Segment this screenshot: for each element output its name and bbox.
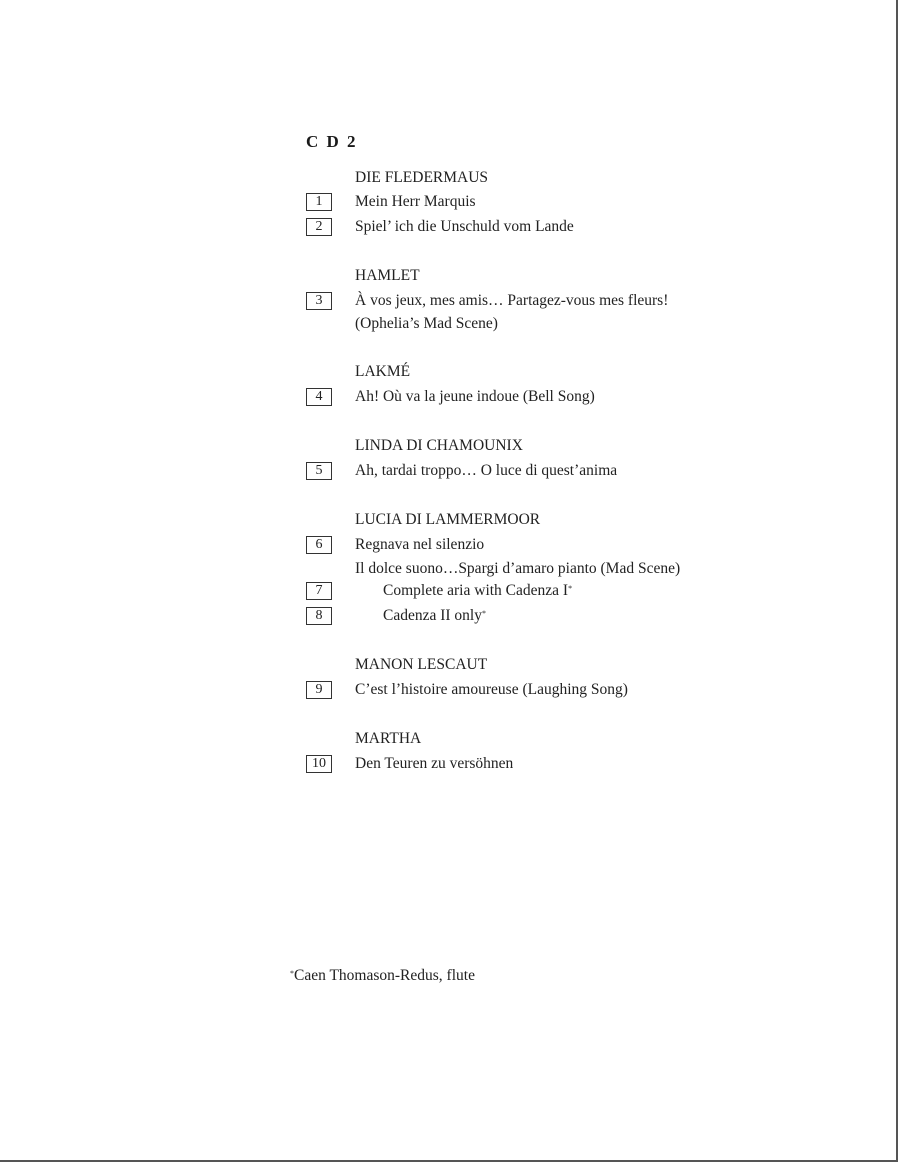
opera-title-text: DIE FLEDERMAUS xyxy=(355,169,489,186)
track-number: 9 xyxy=(306,681,332,699)
opera-title xyxy=(0,362,900,384)
track-row xyxy=(0,291,900,313)
opera-title-text: MANON LESCAUT xyxy=(355,656,488,673)
track-title: C’est l’histoire amoureuse (Laughing Song) xyxy=(355,681,628,698)
track-row xyxy=(0,217,900,239)
track-row xyxy=(0,606,900,628)
track-row xyxy=(0,754,900,776)
opera-title-text: MARTHA xyxy=(355,730,422,747)
track-title: Cadenza II only xyxy=(383,607,482,624)
footnote-marker: * xyxy=(482,609,486,618)
opera-title xyxy=(0,266,900,288)
track-number: 4 xyxy=(306,388,332,406)
track-title: À vos jeux, mes amis… Partagez-vous mes fleurs! xyxy=(355,292,669,309)
track-row xyxy=(0,535,900,557)
track-row xyxy=(0,461,900,483)
track-number: 6 xyxy=(306,536,332,554)
track-number: 2 xyxy=(306,218,332,236)
track-number: 7 xyxy=(306,582,332,600)
opera-title xyxy=(0,168,900,190)
opera-title-text: LAKMÉ xyxy=(355,363,411,380)
aria-subheading-text: Il dolce suono…Spargi d’amaro pianto (Mad Scene) xyxy=(355,560,681,577)
footnote xyxy=(290,966,475,986)
footnote-text: Caen Thomason-Redus, flute xyxy=(294,967,475,984)
opera-title-text: LINDA DI CHAMOUNIX xyxy=(355,437,523,454)
track-number: 3 xyxy=(306,292,332,310)
track-title-with-marker xyxy=(383,606,486,626)
track-title: Ah, tardai troppo… O luce di quest’anima xyxy=(355,462,618,479)
track-title-with-marker xyxy=(383,581,572,601)
track-number: 1 xyxy=(306,193,332,211)
opera-title-text: HAMLET xyxy=(355,267,420,284)
track-number: 10 xyxy=(306,755,332,773)
aria-subheading xyxy=(0,559,900,581)
track-number: 8 xyxy=(306,607,332,625)
track-title: Complete aria with Cadenza I xyxy=(383,582,569,599)
opera-title xyxy=(0,510,900,532)
track-row xyxy=(0,192,900,214)
track-title-continuation: (Ophelia’s Mad Scene) xyxy=(355,315,498,332)
opera-title xyxy=(0,436,900,458)
track-row xyxy=(0,581,900,603)
track-title: Mein Herr Marquis xyxy=(355,193,476,210)
footnote-marker: * xyxy=(568,584,573,593)
track-row xyxy=(0,387,900,409)
cd-heading: C D 2 xyxy=(306,132,358,151)
opera-title-text: LUCIA DI LAMMERMOOR xyxy=(355,511,541,528)
track-title: Den Teuren zu versöhnen xyxy=(355,755,514,772)
opera-title xyxy=(0,655,900,677)
track-row xyxy=(0,680,900,702)
track-title: Ah! Où va la jeune indoue (Bell Song) xyxy=(355,388,595,405)
track-continuation xyxy=(0,314,900,336)
footnote-marker: * xyxy=(290,969,294,978)
track-title: Spiel’ ich die Unschuld vom Lande xyxy=(355,218,574,235)
track-title: Regnava nel silenzio xyxy=(355,536,485,553)
track-number: 5 xyxy=(306,462,332,480)
opera-title xyxy=(0,729,900,751)
